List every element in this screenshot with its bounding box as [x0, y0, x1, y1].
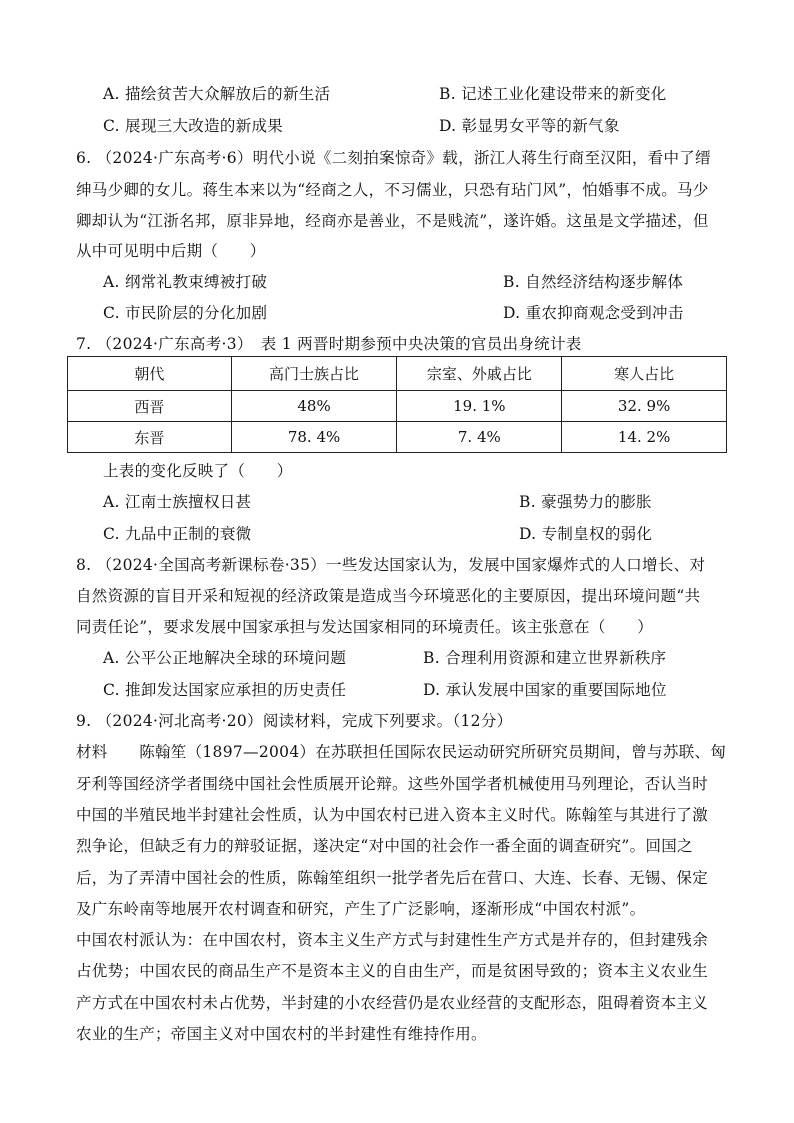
q6-stem-line-4: 从中可见明中后期（ ）	[76, 242, 266, 260]
table-header-cell: 宗室、外戚占比	[397, 357, 562, 391]
q9-material-line: 烈争论，但缺乏有力的辩驳证据，遂决定“对中国的社会作一番全面的调查研究”。回国之	[76, 837, 693, 855]
q6-stem-line-3: 卿却认为“江浙名邦，原非异地，经商亦是善业，不是贱流”，遂许婚。这虽是文学描述，但	[76, 212, 709, 230]
table-header-cell: 高门士族占比	[231, 357, 397, 391]
q8-stem-line-2: 自然资源的盲目开采和短视的经济政策是造成当今环境恶化的主要原因，提出环境问题“共	[76, 587, 701, 605]
q7-question: 上表的变化反映了（ ）	[103, 462, 293, 480]
q5-option-c: C. 展现三大改造的新成果	[103, 117, 284, 135]
table-cell: 48%	[231, 391, 397, 422]
q9-stem: 9. （2024·河北高考·20）阅读材料，完成下列要求。（12分）	[76, 712, 513, 730]
q5-option-d: D. 彰显男女平等的新气象	[439, 117, 620, 135]
q7-stem: 7. （2024·广东高考·3） 表 1 两晋时期参预中央决策的官员出身统计表	[76, 335, 582, 353]
q6-option-b: B. 自然经济结构逐步解体	[503, 273, 684, 291]
q9-material-line: 材料 陈翰笙（1897—2004）在苏联担任国际农民运动研究所研究员期间，曾与苏联、匈	[76, 743, 727, 761]
q8-option-c: C. 推卸发达国家应承担的历史责任	[103, 681, 347, 699]
q8-stem-line-1: 8. （2024·全国高考新课标卷·35）一些发达国家认为，发展中国家爆炸式的人口增长、对	[76, 556, 706, 574]
q9-material-line: 中国农村派认为：在中国农村，资本主义生产方式与封建性生产方式是并存的，但封建残余	[76, 931, 709, 949]
table-header-row	[68, 357, 727, 391]
q9-material-line: 产方式在中国农村未占优势，半封建的小农经营仍是农业经营的支配形态，阻碍着资本主义	[76, 994, 709, 1012]
q6-option-d: D. 重农抑商观念受到冲击	[503, 304, 684, 322]
q7-option-b: B. 豪强势力的膨胀	[519, 493, 652, 511]
q9-material-line: 中国的半殖民地半封建社会性质，认为中国农村已进入资本主义时代。陈翰笙与其进行了激	[76, 806, 709, 824]
q6-stem-line-2: 绅马少卿的女儿。蒋生本来以为“经商之人，不习儒业，只恐有玷门风”，怕婚事不成。马少	[76, 181, 709, 199]
table-cell: 32. 9%	[562, 391, 727, 422]
q9-material-line: 及广东岭南等地展开农村调查和研究，产生了广泛影响，逐渐形成“中国农村派”。	[76, 900, 646, 918]
table-cell: 东晋	[68, 422, 232, 453]
table-header-cell: 寒人占比	[562, 357, 727, 391]
table-cell: 78. 4%	[231, 422, 397, 453]
table-row	[68, 391, 727, 422]
q8-stem-line-3: 同责任论”，要求发展中国家承担与发达国家相同的环境责任。该主张意在（ ）	[76, 618, 654, 636]
q6-option-c: C. 市民阶层的分化加剧	[103, 304, 268, 322]
table-row	[68, 422, 727, 453]
table-cell: 7. 4%	[397, 422, 562, 453]
q8-option-d: D. 承认发展中国家的重要国际地位	[423, 681, 667, 699]
q7-option-c: C. 九品中正制的衰微	[103, 525, 252, 543]
q6-option-a: A. 纲常礼教束缚被打破	[103, 273, 268, 291]
q9-material-line: 牙利等国经济学者围绕中国社会性质展开论辩。这些外国学者机械使用马列理论，否认当时	[76, 775, 709, 793]
q6-stem-line-1: 6. （2024·广东高考·6）明代小说《二刻拍案惊奇》载，浙江人蒋生行商至汉阳，看中了缙	[76, 149, 711, 167]
q9-material-line: 后，为了弄清中国社会的性质，陈翰笙组织一批学者先后在营口、大连、长春、无锡、保定	[76, 869, 709, 887]
q5-option-a: A. 描绘贫苦大众解放后的新生活	[103, 85, 331, 103]
q7-option-d: D. 专制皇权的弱化	[519, 525, 653, 543]
table-cell: 14. 2%	[562, 422, 727, 453]
q9-material-line: 占优势；中国农民的商品生产不是资本主义的自由生产，而是贫困导致的；资本主义农业生	[76, 962, 709, 980]
officials-origin-table	[67, 356, 727, 453]
q9-material-line: 农业的生产；帝国主义对中国农村的半封建性有维持作用。	[76, 1025, 487, 1043]
q5-option-b: B. 记述工业化建设带来的新变化	[439, 85, 667, 103]
table-header-cell: 朝代	[68, 357, 232, 391]
q7-option-a: A. 江南士族擅权日甚	[103, 493, 252, 511]
table-cell: 19. 1%	[397, 391, 562, 422]
q8-option-b: B. 合理利用资源和建立世界新秩序	[423, 649, 667, 667]
q8-option-a: A. 公平公正地解决全球的环境问题	[103, 649, 347, 667]
table-cell: 西晋	[68, 391, 232, 422]
